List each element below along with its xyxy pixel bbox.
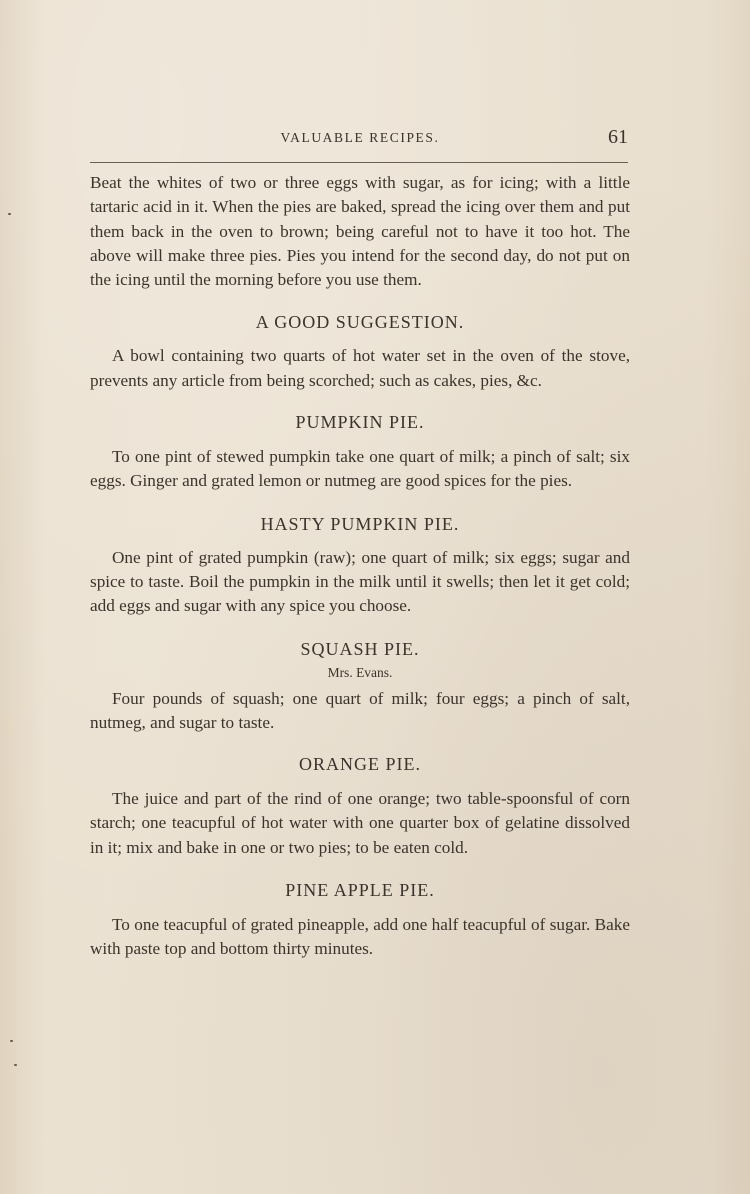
page-content bbox=[90, 171, 630, 962]
paper-speck bbox=[8, 213, 11, 215]
section-title-good-suggestion: A GOOD SUGGESTION. bbox=[255, 312, 465, 333]
section-body-orange-pie: The juice and part of the rind of one orange; two table-spoonsful of corn starch; one teacupful of hot water with one quarter box of gelatine dissolved in it; mix and bake in one or two pies; to be eaten cold. bbox=[90, 789, 630, 857]
section-title-pumpkin-pie: PUMPKIN PIE. bbox=[295, 412, 425, 433]
section-body-pumpkin-pie: To one pint of stewed pumpkin take one quart of milk; a pinch of salt; six eggs. Ginger and grated lemon or nutmeg are good spices for the pies. bbox=[90, 447, 630, 491]
running-title: VALUABLE RECIPES. bbox=[280, 130, 440, 145]
section-title-orange-pie: ORANGE PIE. bbox=[299, 754, 421, 775]
paper-speck bbox=[10, 1040, 13, 1042]
page-number: 61 bbox=[608, 126, 628, 148]
section-title-pine-apple-pie: PINE APPLE PIE. bbox=[285, 880, 435, 901]
section-title-squash-pie: SQUASH PIE. bbox=[300, 638, 420, 659]
section-byline-squash-pie: Mrs. Evans. bbox=[327, 664, 393, 680]
section-title-hasty-pumpkin-pie: HASTY PUMPKIN PIE. bbox=[260, 513, 460, 534]
section-body-good-suggestion: A bowl containing two quarts of hot water set in the oven of the stove, prevents any article from being scorched; such as cakes, pies, &c. bbox=[90, 346, 630, 390]
section-body-hasty-pumpkin-pie: One pint of grated pumpkin (raw); one quart of milk; six eggs; sugar and spice to taste. Boil the pumpkin in the milk until it swells; then let it get cold; add eggs and sugar with any spice you choose. bbox=[90, 547, 630, 616]
intro-paragraph: Beat the whites of two or three eggs with sugar, as for icing; with a little tartaric acid in it. When the pies are baked, spread the icing over them and put them back in the oven to brown; being careful not to have it too hot. The above will make three pies. Pies you intend for the second day, do not put on the icing until the morning before you use them. bbox=[90, 173, 630, 290]
page-header bbox=[90, 126, 630, 152]
section-body-squash-pie: Four pounds of squash; one quart of milk; four eggs; a pinch of salt, nutmeg, and sugar to taste. bbox=[90, 688, 630, 732]
section-body-pine-apple-pie: To one teacupful of grated pineapple, add one half teacupful of sugar. Bake with paste top and bottom thirty minutes. bbox=[90, 915, 630, 959]
header-rule bbox=[90, 162, 628, 163]
paper-speck bbox=[14, 1064, 17, 1066]
